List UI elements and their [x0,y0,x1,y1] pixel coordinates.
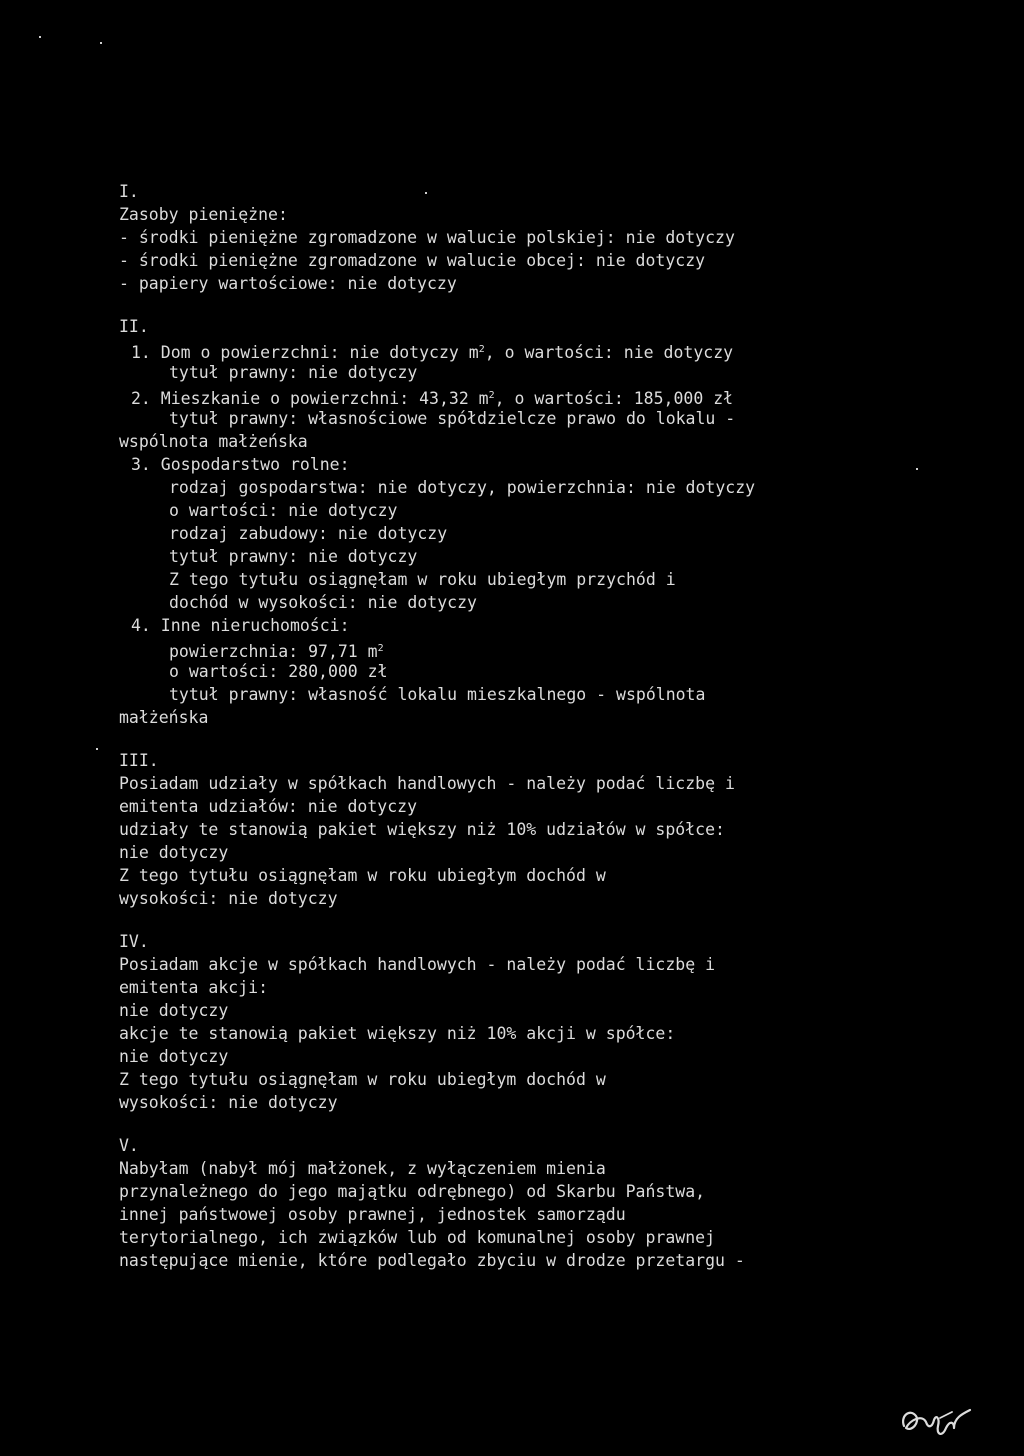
paragraph-line: nie dotyczy [119,843,229,862]
section-heading: V. [119,1136,139,1155]
house-area-label: 1. Dom o powierzchni: nie dotyczy m [131,343,479,362]
paragraph-line: wysokości: nie dotyczy [119,1093,338,1112]
farm-line: o wartości: nie dotyczy [169,501,398,520]
superscript: 2 [377,643,384,654]
farm-line: rodzaj zabudowy: nie dotyczy [169,524,448,543]
other-property-area [119,637,909,660]
list-item: - środki pieniężne zgromadzone w walucie polskiej: nie dotyczy [119,228,735,247]
paragraph-line: Nabyłam (nabył mój małżonek, z wyłączeniem mienia [119,1159,606,1178]
paragraph-line: Z tego tytułu osiągnęłam w roku ubiegłym dochód w [119,866,606,885]
list-item: - papiery wartościowe: nie dotyczy [119,274,457,293]
superscript: 2 [478,344,485,355]
farm-line: dochód w wysokości: nie dotyczy [169,593,477,612]
section-heading: III. [119,751,159,770]
flat-title-line-cont: wspólnota małżeńska [119,432,308,451]
house-title-line: tytuł prawny: nie dotyczy [169,363,418,382]
paragraph-line: nie dotyczy [119,1001,229,1020]
other-area-label: powierzchnia: 97,71 m [169,642,378,661]
other-property-heading: 4. Inne nieruchomości: [131,616,350,635]
house-line [119,338,909,361]
other-property-title-cont: małżeńska [119,708,209,727]
paragraph-line: udziały te stanowią pakiet większy niż 10% udziałów w spółce: [119,820,725,839]
flat-line [119,384,909,407]
scan-speck [100,42,102,44]
other-property-title: tytuł prawny: własność lokalu mieszkalnego - wspólnota [169,685,706,704]
farm-heading: 3. Gospodarstwo rolne: [131,455,350,474]
section-title: Zasoby pieniężne: [119,205,288,224]
paragraph-line: innej państwowej osoby prawnej, jednostek samorządu [119,1205,626,1224]
flat-area-label: 2. Mieszkanie o powierzchni: 43,32 m [131,389,489,408]
flat-title-line: tytuł prawny: własnościowe spółdzielcze prawo do lokalu - [169,409,736,428]
paragraph-line: Posiadam udziały w spółkach handlowych - należy podać liczbę i [119,774,735,793]
other-property-value: o wartości: 280,000 zł [169,662,388,681]
farm-line: tytuł prawny: nie dotyczy [169,547,418,566]
section-heading: I. [119,182,139,201]
paragraph-line: przynależnego do jego majątku odrębnego) od Skarbu Państwa, [119,1182,706,1201]
scan-speck [916,468,918,470]
paragraph-line: Z tego tytułu osiągnęłam w roku ubiegłym dochód w [119,1070,606,1089]
paragraph-line: wysokości: nie dotyczy [119,889,338,908]
declaration-text [119,180,909,1272]
paragraph-line: emitenta udziałów: nie dotyczy [119,797,418,816]
section-heading: II. [119,317,149,336]
flat-value-label: , o wartości: 185,000 zł [494,389,734,408]
house-value-label: , o wartości: nie dotyczy [484,343,734,362]
paragraph-line: nie dotyczy [119,1047,229,1066]
paragraph-line: terytorialnego, ich związków lub od komunalnej osoby prawnej [119,1228,716,1247]
paragraph-line: następujące mienie, które podlegało zbyciu w drodze przetargu - [119,1251,745,1270]
paragraph-line: emitenta akcji: [119,978,269,997]
scan-speck [96,748,98,750]
list-item: - środki pieniężne zgromadzone w walucie obcej: nie dotyczy [119,251,706,270]
scan-speck [39,36,41,38]
handwritten-signature-icon [896,1398,976,1440]
paragraph-line: Posiadam akcje w spółkach handlowych - należy podać liczbę i [119,955,716,974]
section-heading: IV. [119,932,149,951]
farm-line: rodzaj gospodarstwa: nie dotyczy, powierzchnia: nie dotyczy [169,478,756,497]
farm-line: Z tego tytułu osiągnęłam w roku ubiegłym przychód i [169,570,676,589]
superscript: 2 [488,390,495,401]
paragraph-line: akcje te stanowią pakiet większy niż 10% akcji w spółce: [119,1024,676,1043]
